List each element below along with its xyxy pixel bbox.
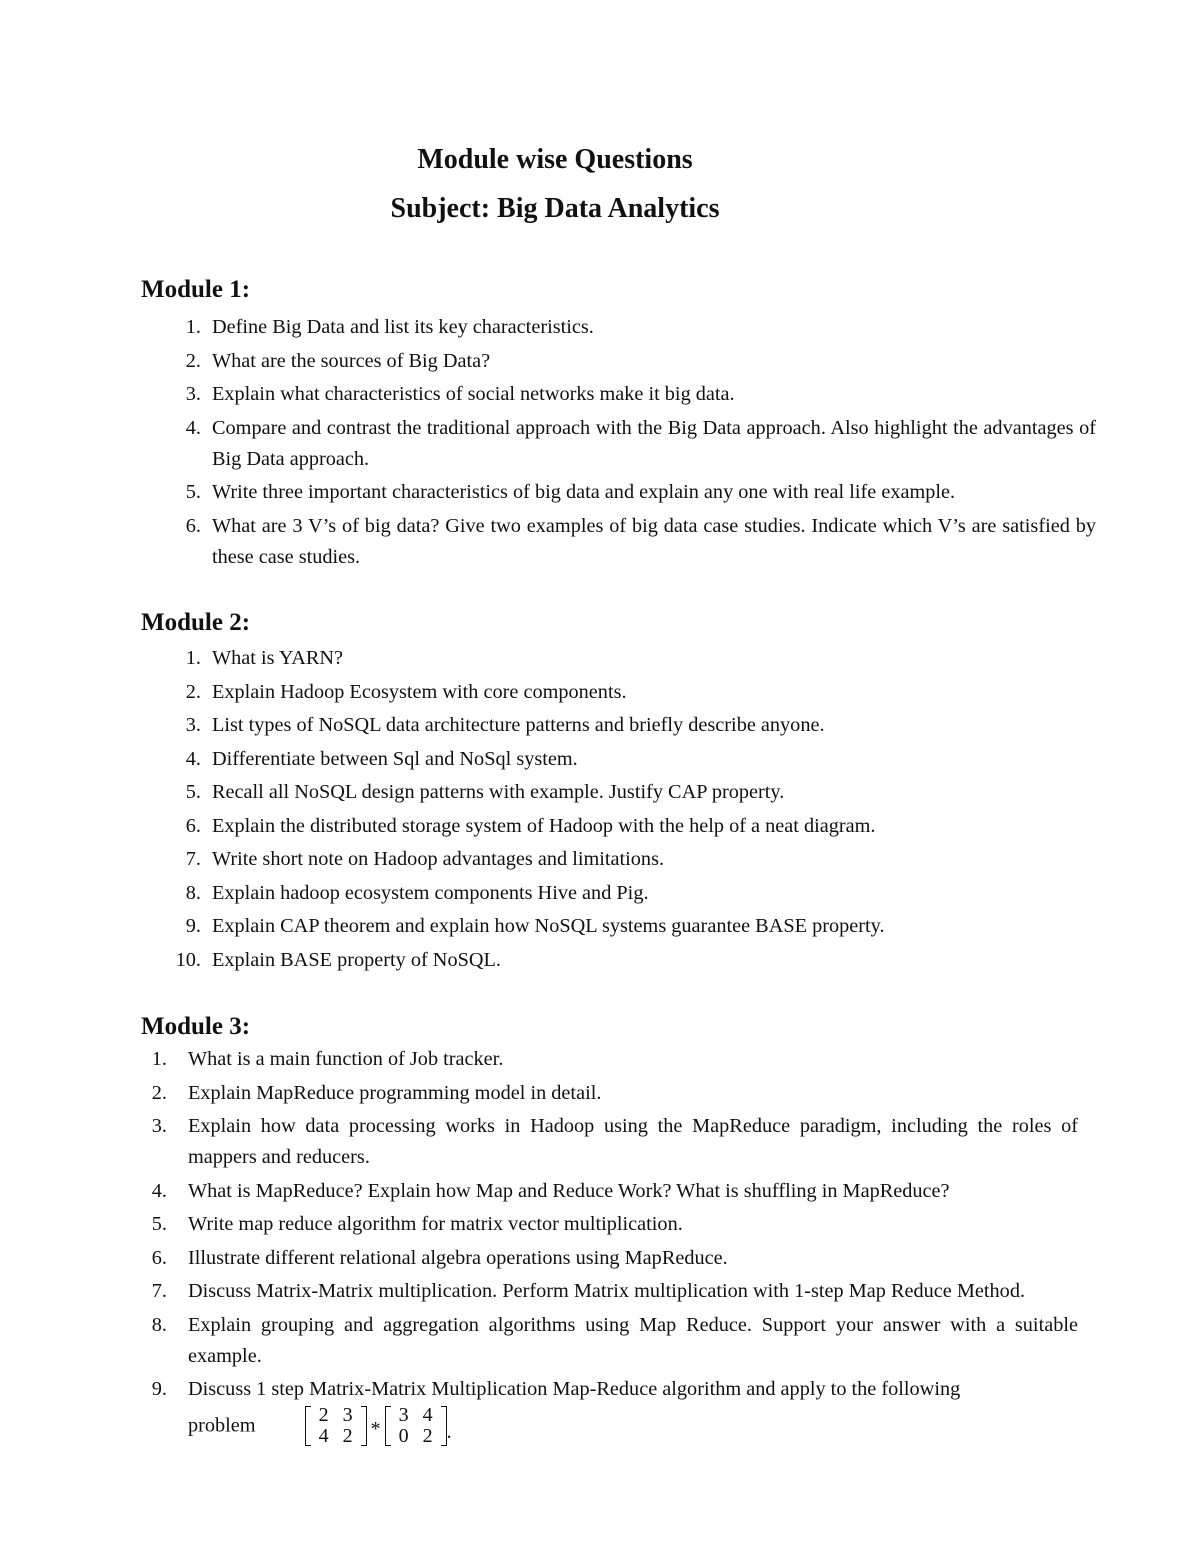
question-item (141, 710, 1101, 741)
question-text: What is YARN? (212, 647, 344, 669)
module-1-section (141, 275, 1101, 575)
question-text: Explain the distributed storage system of Hadoop with the help of a neat diagram. (212, 814, 876, 837)
question-text: Explain what characteristics of social networks make it big data. (212, 383, 735, 405)
question-item (141, 1044, 1101, 1075)
question-item (141, 945, 1101, 976)
question-item (141, 744, 1101, 775)
question-text: What is a main function of Job tracker. (188, 1048, 504, 1070)
matrix-b (385, 1405, 447, 1447)
question-text: Write map reduce algorithm for matrix vector multiplication. (188, 1213, 683, 1235)
question-number: 7. (185, 848, 201, 870)
question-text: Write short note on Hadoop advantages and limitations. (212, 848, 665, 870)
question-item (141, 1374, 1101, 1447)
matrix-b-cell: 3 (398, 1404, 409, 1426)
matrix-a-cell: 3 (342, 1404, 353, 1426)
matrix-expression (305, 1405, 452, 1447)
question-number: 1. (185, 647, 201, 669)
question-number: 3. (151, 1115, 167, 1137)
question-item (141, 1078, 1101, 1109)
question-text: Explain Hadoop Ecosystem with core components. (212, 680, 627, 703)
question-item (141, 777, 1101, 808)
question-text: List types of NoSQL data architecture patterns and briefly describe anyone. (212, 714, 825, 736)
question-text: Write three important characteristics of big data and explain any one with real life example. (212, 481, 956, 503)
question-number: 6. (185, 814, 201, 837)
matrix-a-cell: 2 (318, 1404, 329, 1426)
question-text: What is MapReduce? Explain how Map and Reduce Work? What is shuffling in MapReduce? (188, 1179, 950, 1202)
question-text: Explain grouping and aggregation algorithms using Map Reduce. Support your answer with a suitable example. (188, 1313, 1078, 1367)
matrix-problem (188, 1405, 1078, 1447)
question-number: 2. (185, 680, 201, 703)
question-number: 9. (151, 1378, 167, 1400)
question-text: Recall all NoSQL design patterns with example. Justify CAP property. (212, 781, 785, 803)
question-item (141, 911, 1101, 942)
question-item (141, 477, 1101, 508)
question-number: 6. (151, 1246, 167, 1269)
question-text: Explain CAP theorem and explain how NoSQL systems guarantee BASE property. (212, 915, 885, 937)
question-number: 4. (185, 747, 201, 770)
question-number: 2. (151, 1081, 167, 1104)
question-text: Define Big Data and list its key characteristics. (212, 316, 594, 338)
question-number: 8. (185, 881, 201, 904)
question-number: 3. (185, 714, 201, 736)
question-number: 5. (151, 1213, 167, 1235)
question-text: Illustrate different relational algebra operations using MapReduce. (188, 1246, 728, 1269)
question-item (141, 413, 1101, 475)
module-3-section (141, 1012, 1101, 1450)
multiply-operator: * (370, 1417, 381, 1440)
question-number: 8. (151, 1313, 167, 1336)
question-number: 3. (185, 383, 201, 405)
question-item (141, 844, 1101, 875)
question-number: 1. (185, 316, 201, 338)
expression-period: . (446, 1420, 452, 1443)
question-text: Compare and contrast the traditional approach with the Big Data approach. Also highlight the advantages of Big Data approach. (212, 416, 1096, 470)
module-heading: Module 3: (141, 1013, 251, 1040)
question-item (141, 1276, 1101, 1307)
question-number: 4. (151, 1179, 167, 1202)
question-item (141, 312, 1101, 343)
question-item (141, 878, 1101, 909)
question-item (141, 1111, 1101, 1173)
question-text: Discuss 1 step Matrix-Matrix Multiplication Map-Reduce algorithm and apply to the following (188, 1378, 961, 1400)
question-number: 2. (185, 349, 201, 372)
question-text: Explain MapReduce programming model in detail. (188, 1081, 602, 1104)
question-number: 9. (185, 915, 201, 937)
problem-label: problem (188, 1414, 256, 1437)
question-item (141, 511, 1101, 573)
question-item (141, 379, 1101, 410)
matrix-b-cell: 2 (422, 1425, 433, 1447)
question-item (141, 346, 1101, 377)
question-text: Discuss Matrix-Matrix multiplication. Perform Matrix multiplication with 1-step Map Reduce Method. (188, 1280, 1026, 1302)
question-item (141, 1209, 1101, 1240)
question-text: What are 3 V’s of big data? Give two examples of big data case studies. Indicate which V’s are satisfied by these case studies. (212, 514, 1096, 568)
module-heading: Module 2: (141, 609, 251, 636)
question-item (141, 1243, 1101, 1274)
module-2-section (141, 608, 1101, 978)
module-heading: Module 1: (141, 276, 251, 303)
question-number: 4. (185, 416, 201, 439)
matrix-b-cell: 4 (422, 1404, 433, 1426)
question-item (141, 1310, 1101, 1372)
question-text: Explain hadoop ecosystem components Hive and Pig. (212, 881, 649, 904)
matrix-a-cell: 2 (342, 1425, 353, 1447)
question-item (141, 1176, 1101, 1207)
matrix-a-cell: 4 (318, 1425, 329, 1447)
question-text: Explain BASE property of NoSQL. (212, 948, 501, 971)
question-number: 5. (185, 781, 201, 803)
question-number: 7. (151, 1280, 167, 1302)
question-list (141, 643, 1101, 976)
question-text: Differentiate between Sql and NoSql system. (212, 747, 578, 770)
matrix-a (305, 1405, 367, 1447)
page-title: Module wise Questions (417, 144, 693, 175)
question-text: What are the sources of Big Data? (212, 349, 491, 372)
matrix-b-cell: 0 (398, 1425, 409, 1447)
question-number: 1. (151, 1048, 167, 1070)
question-item (141, 677, 1101, 708)
question-number: 10. (175, 948, 201, 971)
question-list (141, 1044, 1101, 1447)
question-number: 5. (185, 481, 201, 503)
question-text: Explain how data processing works in Hadoop using the MapReduce paradigm, including the roles of mappers and reducers. (188, 1115, 1078, 1168)
question-number: 6. (185, 514, 201, 537)
subject-title: Subject: Big Data Analytics (390, 193, 720, 224)
question-list (141, 312, 1101, 573)
question-item (141, 811, 1101, 842)
question-item (141, 643, 1101, 674)
